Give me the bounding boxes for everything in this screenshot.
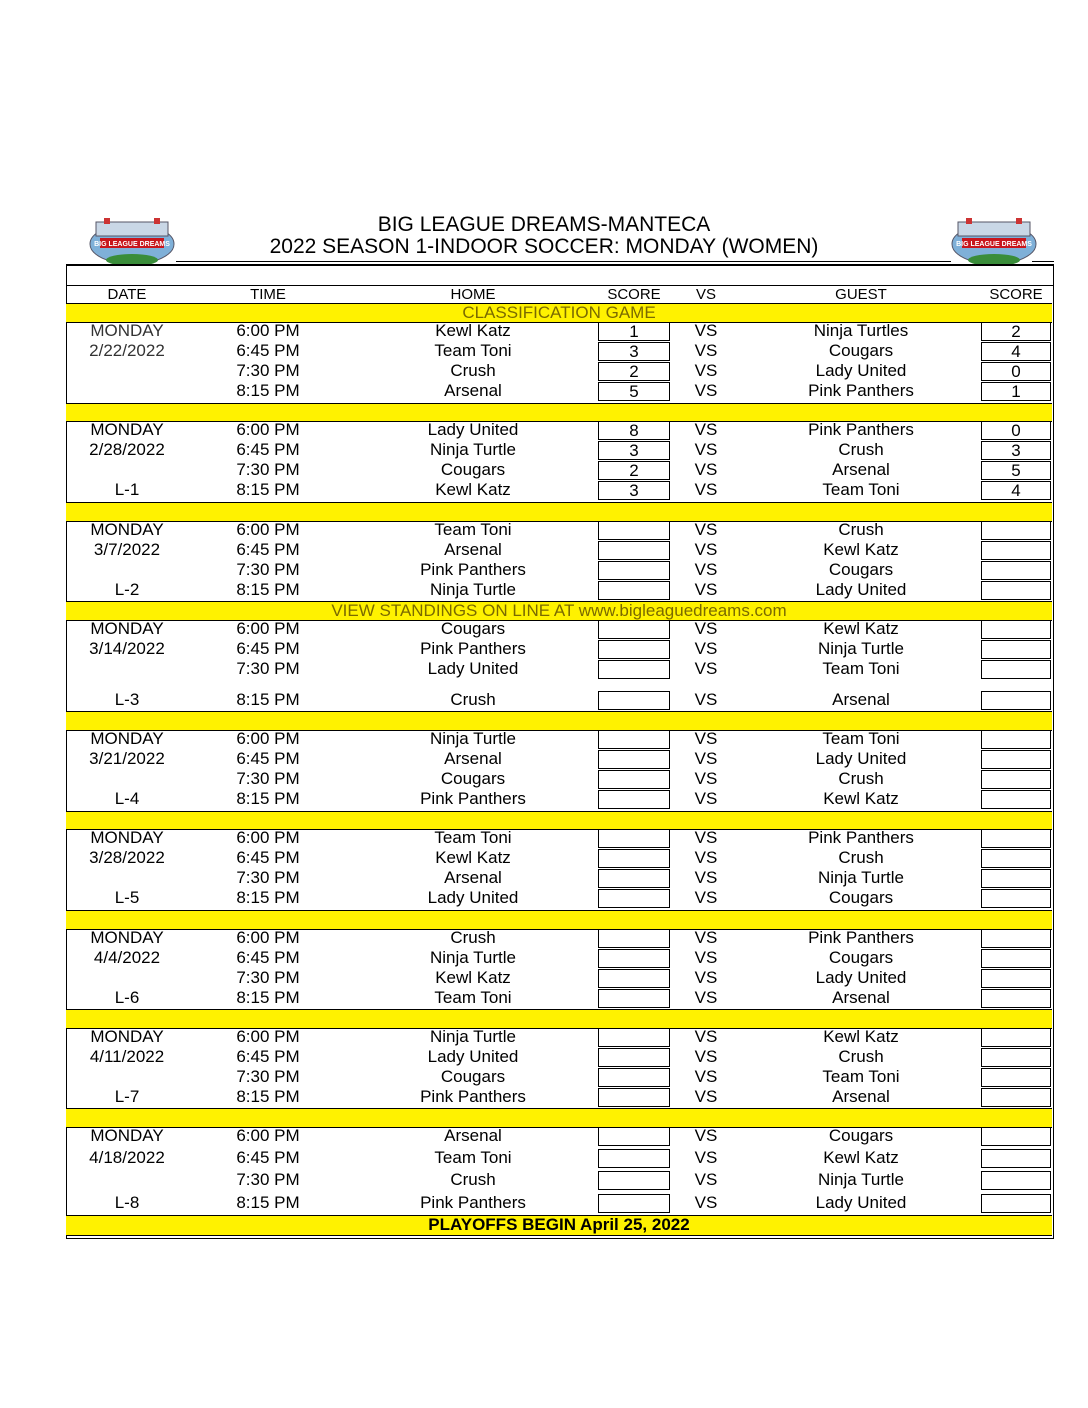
guest-score-box (981, 541, 1051, 560)
guest-team: Kewl Katz (823, 789, 899, 808)
week-date: 3/7/2022 (93, 540, 161, 559)
home-score-box: 2 (598, 461, 670, 480)
guest-score-box (981, 1068, 1051, 1087)
vs-label: VS (694, 341, 718, 360)
week-label: L-4 (114, 789, 140, 808)
guest-team: Team Toni (822, 480, 900, 499)
game-time: 6:45 PM (236, 1148, 300, 1167)
guest-score-box: 0 (981, 421, 1051, 440)
vs-label: VS (694, 888, 718, 907)
guest-team: Kewl Katz (823, 619, 899, 638)
vs-label: VS (694, 1067, 718, 1086)
home-score-box (598, 849, 670, 868)
vs-label: VS (694, 1148, 718, 1167)
game-time: 7:30 PM (236, 560, 300, 579)
vs-label: VS (694, 1047, 718, 1066)
home-score-box (598, 730, 670, 749)
home-team: Lady United (427, 659, 519, 678)
guest-team: Crush (838, 769, 884, 788)
game-time: 6:00 PM (236, 321, 300, 340)
game-time: 7:30 PM (236, 868, 300, 887)
game-time: 6:00 PM (236, 1126, 300, 1145)
vs-label: VS (694, 749, 718, 768)
vs-label: VS (694, 928, 718, 947)
guest-team: Cougars (828, 560, 894, 579)
home-score-box (598, 790, 670, 809)
separator-band (66, 502, 1052, 522)
home-team: Cougars (440, 460, 506, 479)
week-date: 3/21/2022 (89, 749, 165, 768)
svg-text:BIG LEAGUE DREAMS: BIG LEAGUE DREAMS (956, 241, 1032, 248)
guest-team: Ninja Turtle (818, 1170, 904, 1189)
guest-score-box (981, 1194, 1051, 1213)
home-team: Ninja Turtle (430, 948, 516, 967)
home-score-box: 3 (598, 441, 670, 460)
guest-team: Pink Panthers (808, 928, 914, 947)
guest-score-box: 4 (981, 481, 1051, 500)
separator-band (66, 910, 1052, 930)
vs-label: VS (694, 520, 718, 539)
week-day: MONDAY (90, 619, 164, 638)
home-team: Arsenal (444, 540, 502, 559)
home-team: Kewl Katz (435, 848, 511, 867)
separator-band (66, 1108, 1052, 1128)
home-team: Lady United (427, 888, 519, 907)
guest-team: Kewl Katz (823, 540, 899, 559)
week-day: MONDAY (90, 928, 164, 947)
vs-label: VS (694, 948, 718, 967)
home-team: Pink Panthers (420, 789, 526, 808)
home-score-box: 2 (598, 362, 670, 381)
guest-score-box: 1 (981, 382, 1051, 401)
guest-team: Arsenal (832, 460, 890, 479)
guest-team: Cougars (828, 948, 894, 967)
vs-label: VS (694, 828, 718, 847)
guest-team: Team Toni (822, 1067, 900, 1086)
col-guest: GUEST (835, 286, 887, 303)
guest-team: Team Toni (822, 729, 900, 748)
game-time: 8:15 PM (236, 1193, 300, 1212)
home-team: Pink Panthers (420, 1193, 526, 1212)
home-score-box (598, 969, 670, 988)
vs-label: VS (694, 769, 718, 788)
home-score-box: 3 (598, 481, 670, 500)
home-team: Ninja Turtle (430, 440, 516, 459)
guest-team: Lady United (815, 1193, 907, 1212)
home-score-box (598, 521, 670, 540)
guest-score-box (981, 929, 1051, 948)
home-score-box (598, 1068, 670, 1087)
game-time: 8:15 PM (236, 1087, 300, 1106)
vs-label: VS (694, 968, 718, 987)
game-time: 7:30 PM (236, 460, 300, 479)
week-date: 4/11/2022 (89, 1047, 165, 1066)
week-day: MONDAY (90, 729, 164, 748)
week-day: MONDAY (90, 520, 164, 539)
guest-score-box (981, 581, 1051, 600)
home-score-box: 3 (598, 342, 670, 361)
guest-team: Lady United (815, 968, 907, 987)
guest-score-box (981, 989, 1051, 1008)
week-date: 4/18/2022 (89, 1148, 165, 1167)
home-score-box (598, 949, 670, 968)
guest-score-box: 0 (981, 362, 1051, 381)
guest-team: Crush (838, 848, 884, 867)
guest-team: Lady United (815, 361, 907, 380)
game-time: 8:15 PM (236, 789, 300, 808)
game-time: 7:30 PM (236, 1067, 300, 1086)
game-time: 7:30 PM (236, 659, 300, 678)
home-score-box: 8 (598, 421, 670, 440)
game-time: 6:45 PM (236, 1047, 300, 1066)
vs-label: VS (694, 868, 718, 887)
home-team: Cougars (440, 769, 506, 788)
home-team: Ninja Turtle (430, 729, 516, 748)
game-time: 8:15 PM (236, 988, 300, 1007)
game-time: 6:00 PM (236, 928, 300, 947)
guest-team: Crush (838, 440, 884, 459)
guest-team: Lady United (815, 580, 907, 599)
guest-score-box (981, 1088, 1051, 1107)
guest-team: Pink Panthers (808, 828, 914, 847)
game-time: 8:15 PM (236, 888, 300, 907)
vs-label: VS (694, 440, 718, 459)
home-team: Pink Panthers (420, 639, 526, 658)
guest-score-box (981, 1048, 1051, 1067)
vs-label: VS (694, 420, 718, 439)
home-team: Team Toni (434, 988, 512, 1007)
table-header (66, 285, 1054, 304)
vs-label: VS (694, 1193, 718, 1212)
home-team: Crush (450, 690, 496, 709)
game-time: 8:15 PM (236, 690, 300, 709)
home-team: Arsenal (444, 1126, 502, 1145)
home-score-box: 5 (598, 382, 670, 401)
week-day: MONDAY (90, 420, 164, 439)
guest-score-box: 2 (981, 322, 1051, 341)
vs-label: VS (694, 1126, 718, 1145)
home-team: Ninja Turtle (430, 580, 516, 599)
home-team: Kewl Katz (435, 480, 511, 499)
playoffs-band: PLAYOFFS BEGIN April 25, 2022 (66, 1215, 1052, 1236)
guest-score-box (981, 949, 1051, 968)
col-score-guest: SCORE (989, 286, 1043, 303)
guest-score-box (981, 849, 1051, 868)
home-score-box (598, 869, 670, 888)
home-score-box (598, 1171, 670, 1190)
guest-team: Lady United (815, 749, 907, 768)
vs-label: VS (694, 1170, 718, 1189)
week-day: MONDAY (90, 321, 164, 340)
guest-team: Team Toni (822, 659, 900, 678)
vs-label: VS (694, 361, 718, 380)
home-score-box (598, 1194, 670, 1213)
home-score-box (598, 989, 670, 1008)
week-label: L-1 (114, 480, 140, 499)
game-time: 6:45 PM (236, 540, 300, 559)
home-score-box (598, 1088, 670, 1107)
week-label: L-7 (114, 1087, 140, 1106)
guest-score-box (981, 640, 1051, 659)
guest-score-box (981, 969, 1051, 988)
week-date: 3/28/2022 (89, 848, 165, 867)
separator-band (66, 1009, 1052, 1029)
col-home: HOME (450, 286, 496, 303)
guest-score-box (981, 829, 1051, 848)
title-rule (176, 261, 951, 262)
home-team: Cougars (440, 1067, 506, 1086)
guest-team: Cougars (828, 1126, 894, 1145)
guest-score-box: 3 (981, 441, 1051, 460)
home-team: Team Toni (434, 1148, 512, 1167)
title-rule-right (1032, 261, 1054, 262)
guest-score-box (981, 750, 1051, 769)
vs-label: VS (694, 460, 718, 479)
guest-score-box (981, 691, 1051, 710)
guest-team: Cougars (828, 341, 894, 360)
home-team: Ninja Turtle (430, 1027, 516, 1046)
home-team: Arsenal (444, 381, 502, 400)
game-time: 8:15 PM (236, 480, 300, 499)
home-score-box (598, 541, 670, 560)
page-title: BIG LEAGUE DREAMS-MANTECA (377, 213, 711, 236)
guest-score-box (981, 730, 1051, 749)
guest-score-box (981, 660, 1051, 679)
guest-score-box (981, 521, 1051, 540)
guest-team: Ninja Turtles (813, 321, 909, 340)
week-date: 4/4/2022 (93, 948, 161, 967)
game-time: 6:00 PM (236, 619, 300, 638)
home-team: Pink Panthers (420, 560, 526, 579)
home-score-box (598, 1127, 670, 1146)
vs-label: VS (694, 848, 718, 867)
home-team: Team Toni (434, 341, 512, 360)
week-label: L-3 (114, 690, 140, 709)
guest-score-box (981, 869, 1051, 888)
home-score-box (598, 620, 670, 639)
guest-team: Arsenal (832, 690, 890, 709)
guest-score-box (981, 790, 1051, 809)
guest-score-box (981, 561, 1051, 580)
game-time: 6:45 PM (236, 341, 300, 360)
home-score-box (598, 640, 670, 659)
game-time: 6:45 PM (236, 639, 300, 658)
home-team: Lady United (427, 420, 519, 439)
home-score-box (598, 889, 670, 908)
guest-score-box (981, 1028, 1051, 1047)
guest-team: Kewl Katz (823, 1027, 899, 1046)
home-team: Pink Panthers (420, 1087, 526, 1106)
home-score-box: 1 (598, 322, 670, 341)
week-date: 2/28/2022 (89, 440, 165, 459)
vs-label: VS (694, 560, 718, 579)
vs-label: VS (694, 321, 718, 340)
home-team: Arsenal (444, 749, 502, 768)
home-score-box (598, 1149, 670, 1168)
home-score-box (598, 1028, 670, 1047)
guest-team: Pink Panthers (808, 381, 914, 400)
home-score-box (598, 770, 670, 789)
home-team: Team Toni (434, 828, 512, 847)
home-team: Cougars (440, 619, 506, 638)
home-team: Crush (450, 928, 496, 947)
home-score-box (598, 561, 670, 580)
guest-team: Arsenal (832, 1087, 890, 1106)
home-team: Lady United (427, 1047, 519, 1066)
home-score-box (598, 660, 670, 679)
home-team: Team Toni (434, 520, 512, 539)
game-time: 7:30 PM (236, 361, 300, 380)
vs-label: VS (694, 540, 718, 559)
game-time: 7:30 PM (236, 968, 300, 987)
home-team: Kewl Katz (435, 968, 511, 987)
game-time: 6:00 PM (236, 420, 300, 439)
home-team: Crush (450, 1170, 496, 1189)
home-score-box (598, 929, 670, 948)
game-time: 7:30 PM (236, 769, 300, 788)
vs-label: VS (694, 690, 718, 709)
guest-score-box (981, 770, 1051, 789)
separator-band (66, 711, 1052, 731)
game-time: 6:00 PM (236, 1027, 300, 1046)
guest-team: Crush (838, 1047, 884, 1066)
week-date: 3/14/2022 (89, 639, 165, 658)
week-label: L-6 (114, 988, 140, 1007)
guest-score-box (981, 889, 1051, 908)
game-time: 6:45 PM (236, 440, 300, 459)
svg-text:BIG LEAGUE DREAMS: BIG LEAGUE DREAMS (94, 241, 170, 248)
week-label: L-8 (114, 1193, 140, 1212)
vs-label: VS (694, 1087, 718, 1106)
vs-label: VS (694, 729, 718, 748)
week-label: L-5 (114, 888, 140, 907)
vs-label: VS (694, 639, 718, 658)
vs-label: VS (694, 580, 718, 599)
home-team: Crush (450, 361, 496, 380)
guest-team: Cougars (828, 888, 894, 907)
col-date: DATE (107, 286, 147, 303)
vs-label: VS (694, 381, 718, 400)
guest-team: Arsenal (832, 988, 890, 1007)
home-team: Arsenal (444, 868, 502, 887)
vs-label: VS (694, 789, 718, 808)
game-time: 8:15 PM (236, 580, 300, 599)
col-time: TIME (250, 286, 286, 303)
home-score-box (598, 750, 670, 769)
vs-label: VS (694, 1027, 718, 1046)
guest-score-box (981, 620, 1051, 639)
game-time: 6:00 PM (236, 729, 300, 748)
standings-band: VIEW STANDINGS ON LINE AT www.bigleaguedreams.com (66, 601, 1052, 621)
game-time: 6:00 PM (236, 520, 300, 539)
home-score-box (598, 581, 670, 600)
vs-label: VS (694, 480, 718, 499)
vs-label: VS (694, 619, 718, 638)
week-label: L-2 (114, 580, 140, 599)
week-date: 2/22/2022 (89, 341, 165, 360)
col-score-home: SCORE (607, 286, 661, 303)
guest-team: Crush (838, 520, 884, 539)
guest-team: Ninja Turtle (818, 639, 904, 658)
vs-label: VS (694, 659, 718, 678)
home-score-box (598, 1048, 670, 1067)
guest-team: Pink Panthers (808, 420, 914, 439)
week-day: MONDAY (90, 1126, 164, 1145)
home-team: Kewl Katz (435, 321, 511, 340)
guest-team: Kewl Katz (823, 1148, 899, 1167)
game-time: 6:45 PM (236, 948, 300, 967)
col-vs: VS (695, 286, 716, 303)
guest-score-box (981, 1127, 1051, 1146)
home-score-box (598, 691, 670, 710)
game-time: 7:30 PM (236, 1170, 300, 1189)
game-time: 6:45 PM (236, 749, 300, 768)
game-time: 8:15 PM (236, 381, 300, 400)
week-day: MONDAY (90, 1027, 164, 1046)
vs-label: VS (694, 988, 718, 1007)
guest-score-box (981, 1149, 1051, 1168)
classification-band: CLASSIFICATION GAME (66, 303, 1052, 323)
guest-score-box: 4 (981, 342, 1051, 361)
guest-score-box (981, 1171, 1051, 1190)
home-score-box (598, 829, 670, 848)
guest-team: Ninja Turtle (818, 868, 904, 887)
page-subtitle: 2022 SEASON 1-INDOOR SOCCER: MONDAY (WOMEN) (269, 235, 819, 258)
guest-score-box: 5 (981, 461, 1051, 480)
game-time: 6:45 PM (236, 848, 300, 867)
week-day: MONDAY (90, 828, 164, 847)
game-time: 6:00 PM (236, 828, 300, 847)
